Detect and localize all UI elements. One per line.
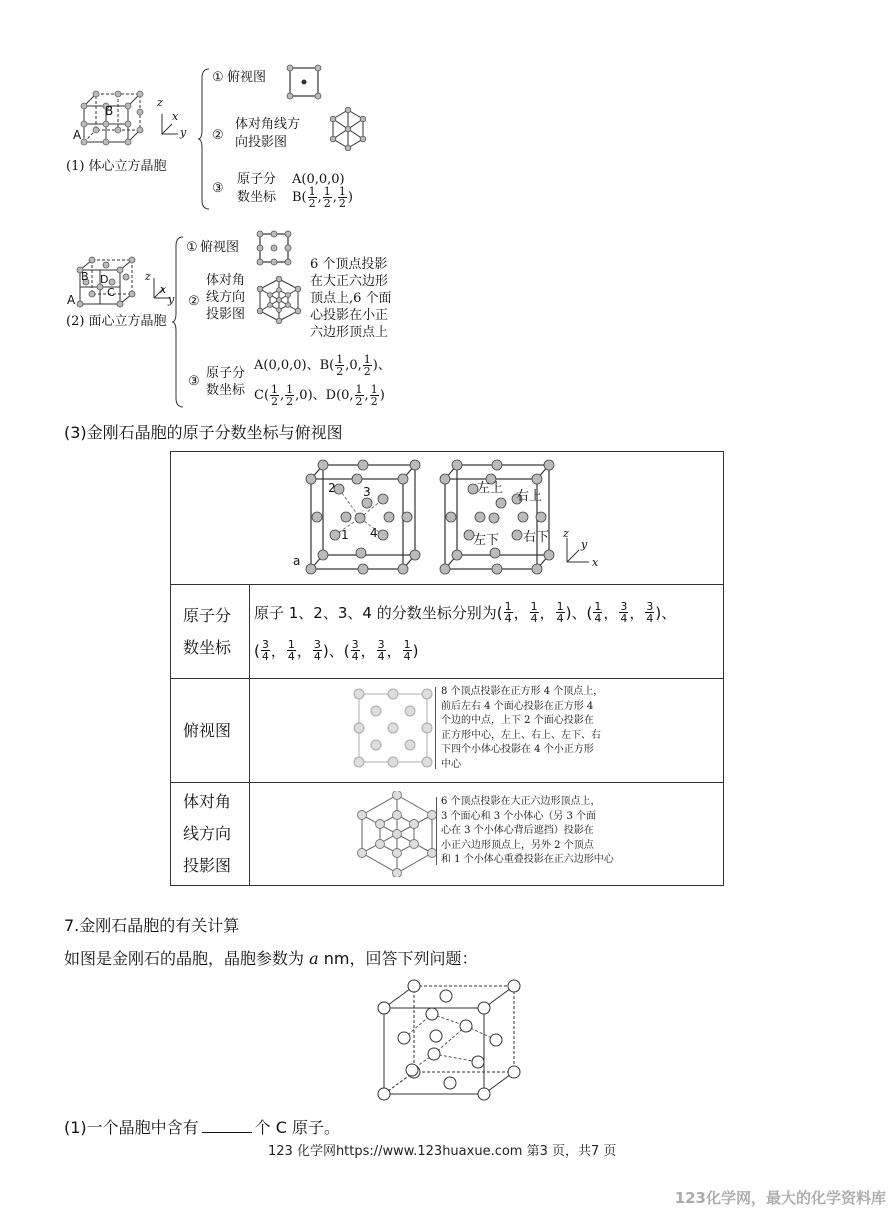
- bcc-frac-y: [323, 186, 332, 209]
- note-line: 8 个顶点投影在正方形 4 个顶点上，: [441, 686, 604, 697]
- fcc-coord-line2: [254, 384, 385, 407]
- frac-denominator: 4: [261, 650, 269, 663]
- label-line: 投影图: [183, 856, 232, 875]
- desc-line: 在大正六边形: [310, 274, 389, 289]
- coordinates-intro: 原子 1、2、3、4 的分数坐标分别为: [254, 604, 497, 622]
- table-row-top-view: [171, 679, 724, 783]
- frac-denominator: 2: [323, 197, 331, 210]
- frac-denominator: 4: [287, 650, 295, 663]
- atom-label-3: 3: [363, 485, 371, 499]
- position-label-lower-right: 右下: [523, 530, 550, 545]
- diagonal-projection-note: [441, 795, 614, 868]
- frac-denominator: 4: [313, 650, 321, 663]
- frac-half: [370, 384, 379, 407]
- intro-text: nm，回答下列问题：: [318, 949, 478, 968]
- note-line: 6 个顶点投影在大正六边形顶点上，: [441, 796, 601, 807]
- fcc-item3-num: ③: [188, 374, 200, 389]
- frac-denominator: 4: [646, 612, 654, 625]
- position-label-upper-left: 左上: [477, 481, 504, 496]
- frac-half: [270, 384, 279, 407]
- frac-denominator: 4: [351, 650, 359, 663]
- top-view-cell: [250, 679, 724, 783]
- frac-numerator: 3: [620, 600, 628, 613]
- diamond-table: [170, 451, 724, 886]
- question-text: (1)一个晶胞中含有: [64, 1118, 199, 1137]
- coordinates-line2: [254, 632, 723, 670]
- frac-numerator: 1: [336, 353, 344, 366]
- fcc-item3-text2: 数坐标: [206, 383, 246, 398]
- coord-text: ,0)、D(0,: [295, 388, 354, 403]
- axis-y-label: y: [581, 538, 588, 551]
- atom-label-4: 4: [370, 526, 378, 540]
- note-line: 和 1 个小体心重叠投影在正六边形中心: [441, 854, 614, 865]
- bcc-diagonal-projection-icon: [330, 107, 366, 151]
- coord-text: ,0,: [345, 358, 362, 373]
- fcc-item1-text: 俯视图: [200, 240, 240, 255]
- coord-atom-1: ( $\frac{1}{4}$ ， $\frac{1}{4}$ ， $\frac{1}{4}$ )、: [496, 600, 587, 625]
- desc-line: 心投影在小正: [310, 308, 389, 323]
- note-line: 心在 3 个小体心背后遮挡）投影在: [441, 825, 594, 836]
- fcc-item2-line2: 线方向: [206, 290, 246, 305]
- note-line: 中心: [441, 758, 461, 770]
- frac-numerator: 1: [338, 185, 346, 198]
- bcc-coord-b-suffix: ): [347, 190, 353, 205]
- bcc-item3-text2: 数坐标: [237, 190, 277, 205]
- diamond-cell-figure-numbered: [301, 457, 426, 575]
- note-line: 前后左右 4 个面心投影在正方形 4: [441, 700, 594, 712]
- coordinates-line1: [254, 594, 723, 632]
- bcc-frac-x: [308, 186, 317, 209]
- fcc-atom-d-label: D: [100, 273, 109, 286]
- frac-denominator: 4: [377, 650, 385, 663]
- note-line: 下四个小体心投影在 4 个小正方形: [441, 744, 594, 755]
- frac-numerator: 1: [308, 185, 316, 198]
- row-label-diagonal-projection: [171, 783, 250, 886]
- note-line: 3 个面心和 3 个小体心（另 3 个面: [441, 810, 596, 822]
- frac-numerator: 3: [377, 638, 385, 651]
- bcc-axis-y: y: [180, 126, 187, 139]
- frac-numerator: 1: [287, 638, 295, 651]
- fcc-atom-b-label: B: [81, 270, 89, 283]
- question-text: 个 C 原子。: [254, 1118, 341, 1137]
- bcc-item1-num: ①: [212, 70, 224, 85]
- frac-numerator: 1: [370, 383, 378, 396]
- figure-cell: [171, 452, 724, 585]
- answer-blank[interactable]: [202, 1132, 252, 1133]
- frac-half: [363, 354, 372, 377]
- frac-numerator: 1: [504, 600, 512, 613]
- desc-line: 六边形顶点上: [310, 325, 389, 340]
- frac-half: [335, 354, 344, 377]
- frac-denominator: 2: [286, 395, 294, 408]
- fcc-item2-description: [310, 256, 392, 341]
- fcc-item3-text1: 原子分: [206, 366, 246, 381]
- fcc-label: (2) 面心立方晶胞: [66, 314, 167, 329]
- diagonal-projection-cell: [250, 783, 724, 886]
- fcc-item2-num: ②: [188, 294, 200, 309]
- frac-numerator: 3: [646, 600, 654, 613]
- table-row-coordinates: [171, 585, 724, 679]
- frac-denominator: 2: [336, 365, 344, 378]
- frac-numerator: 3: [261, 638, 269, 651]
- bcc-axis-x: x: [172, 110, 179, 123]
- note-bracket: [436, 797, 437, 865]
- frac-denominator: 2: [355, 395, 363, 408]
- watermark: 123化学网，最大的化学资料库: [674, 1189, 886, 1207]
- position-label-lower-left: 左下: [473, 533, 500, 548]
- note-bracket: [435, 687, 436, 769]
- frac-numerator: 1: [556, 600, 564, 613]
- diamond-heading: (3)金刚石晶胞的原子分数坐标与俯视图: [64, 423, 343, 442]
- label-line: 原子分: [183, 605, 232, 625]
- bcc-item3-text1: 原子分: [237, 172, 277, 187]
- coord-text: ,: [280, 388, 285, 403]
- page-footer: 123 化学网https://www.123huaxue.com 第3 页，共7 页: [268, 1144, 617, 1159]
- top-view-note: [441, 685, 603, 772]
- frac-denominator: 2: [271, 395, 279, 408]
- bcc-coord-a: A(0,0,0): [292, 172, 345, 187]
- frac-denominator: 4: [504, 612, 512, 625]
- frac-half: [285, 384, 294, 407]
- diamond-diagonal-projection: [356, 791, 438, 877]
- frac-numerator: 1: [363, 353, 371, 366]
- row-label-coordinates: [171, 585, 250, 679]
- coord-text: ,: [364, 388, 369, 403]
- frac-numerator: 1: [403, 638, 411, 651]
- atom-label-1: 1: [341, 528, 349, 542]
- coord-atom-3: ( $\frac{3}{4}$ ， $\frac{1}{4}$ ， $\frac{3}{4}$ )、: [254, 638, 344, 663]
- frac-numerator: 1: [323, 185, 331, 198]
- bcc-item1-text: 俯视图: [227, 70, 267, 85]
- table-row-diagonal-projection: [171, 783, 724, 886]
- frac-numerator: 3: [313, 638, 321, 651]
- bcc-top-view-icon: [286, 64, 322, 100]
- bcc-atom-a-label: A: [73, 128, 82, 142]
- label-line: 数坐标: [183, 637, 232, 657]
- coord-atom-2: ( $\frac{1}{4}$ ， $\frac{3}{4}$ ， $\frac{3}{4}$ )、: [586, 600, 677, 625]
- frac-numerator: 3: [351, 638, 359, 651]
- frac-half: [355, 384, 364, 407]
- coord-atom-4: ( $\frac{3}{4}$ ， $\frac{3}{4}$ ， $\frac{1}{4}$ ): [343, 638, 419, 663]
- bcc-brace: [198, 68, 210, 210]
- fcc-item2-line3: 投影图: [206, 307, 246, 322]
- bcc-atom-b-label: B: [105, 104, 114, 118]
- note-line: 小正六边形顶点上，另外 2 个顶点: [441, 839, 594, 851]
- fcc-axis-y: y: [168, 293, 175, 306]
- bcc-coord-b: B( $\frac{1}{2}$ , $\frac{1}{2}$ , $\frac{1}{2}$ ): [292, 185, 353, 210]
- section-7-title: 7.金刚石晶胞的有关计算: [64, 916, 240, 935]
- fcc-axis-x: x: [160, 283, 167, 296]
- frac-denominator: 2: [370, 395, 378, 408]
- fcc-atom-c-label: C: [107, 286, 115, 299]
- bcc-axis-z: z: [157, 96, 163, 109]
- desc-line: 6 个顶点投影: [310, 257, 388, 272]
- coord-text: ): [379, 388, 385, 403]
- frac-denominator: 2: [308, 197, 316, 210]
- fcc-item1-num: ①: [186, 240, 198, 255]
- frac-denominator: 4: [594, 612, 602, 625]
- fcc-diagonal-projection-icon: [256, 276, 302, 324]
- frac-numerator: 1: [530, 600, 538, 613]
- intro-text: 如图是金刚石的晶胞，晶胞参数为: [64, 949, 310, 968]
- section-7-intro: [64, 946, 477, 969]
- coord-text: A(0,0,0)、B(: [254, 358, 335, 373]
- diamond-cell-figure-positions: [435, 457, 560, 575]
- coordinates-cell: [250, 585, 724, 679]
- question-1: [64, 1115, 340, 1138]
- fcc-atom-a-label: A: [67, 293, 76, 307]
- bcc-frac-z: [338, 186, 347, 209]
- axis-x-label: x: [592, 556, 599, 569]
- frac-denominator: 4: [620, 612, 628, 625]
- frac-numerator: 1: [286, 383, 294, 396]
- fcc-coord-line1: [254, 354, 391, 377]
- note-line: 正方形中心，左上、右上、左下、右: [441, 729, 601, 741]
- bcc-item3-num: ③: [212, 181, 224, 196]
- bcc-coord-b-prefix: B(: [292, 190, 307, 205]
- diamond-top-view: [353, 688, 433, 768]
- diamond-unit-cell: [374, 978, 524, 1104]
- intro-variable: a: [309, 949, 319, 968]
- fcc-top-view-icon: [256, 230, 294, 266]
- fcc-brace: [172, 236, 184, 408]
- coord-text: C(: [254, 388, 270, 403]
- fcc-item2-line1: 体对角: [206, 273, 246, 288]
- frac-denominator: 2: [363, 365, 371, 378]
- label-line: 体对角: [183, 792, 232, 811]
- desc-line: 顶点上,6 个面: [310, 291, 392, 306]
- note-line: 个边的中点，上下 2 个面心投影在: [441, 715, 594, 726]
- bcc-label: (1) 体心立方晶胞: [66, 159, 167, 174]
- atom-label-2: 2: [328, 481, 336, 495]
- frac-numerator: 1: [271, 383, 279, 396]
- label-line: 线方向: [183, 824, 232, 843]
- axis-z-label: z: [563, 527, 569, 540]
- coord-text: )、: [372, 358, 391, 373]
- frac-denominator: 4: [530, 612, 538, 625]
- frac-denominator: 4: [403, 650, 411, 663]
- atom-label-a: a: [293, 554, 301, 568]
- frac-denominator: 2: [338, 197, 346, 210]
- bcc-item2-text1: 体对角线方: [235, 117, 301, 132]
- row-label-top-view: 俯视图: [171, 679, 250, 783]
- table-row-figures: [171, 452, 724, 585]
- frac-numerator: 1: [594, 600, 602, 613]
- bcc-item2-num: ②: [212, 128, 224, 143]
- bcc-item2-text2: 向投影图: [235, 135, 288, 150]
- frac-denominator: 4: [556, 612, 564, 625]
- position-label-upper-right: 右上: [516, 489, 543, 504]
- frac-numerator: 1: [355, 383, 363, 396]
- fcc-axis-z: z: [145, 270, 151, 283]
